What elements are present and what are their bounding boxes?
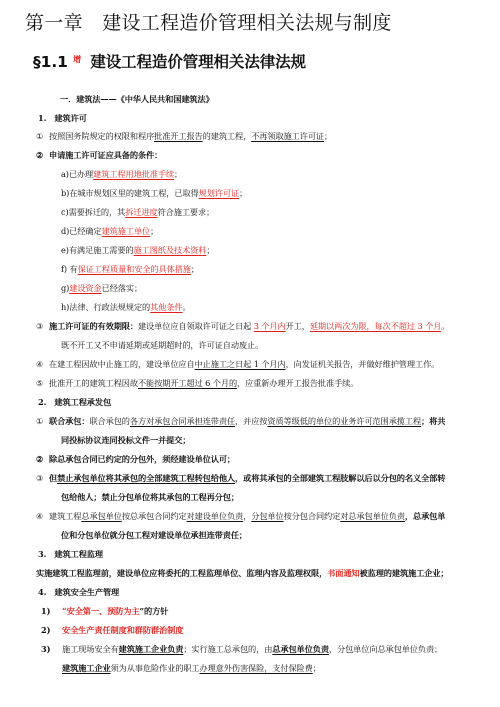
marker: ④ [36,511,44,521]
condition-e: e)有满足施工需要的施工图纸及技术资料； [61,245,215,255]
marker: ① [36,131,44,141]
chapter-title: 第一章 建设工程造价管理相关法规与制度 [25,12,392,34]
marker: 3) [41,644,51,654]
section-badge: 增 [73,55,82,64]
section-title: 建设工程造价管理相关法律法规 [90,53,306,71]
condition-d: d)已经确定建筑施工单位； [61,226,159,236]
safety-3: 3) 施工现场安全有建筑施工企业负责；实行施工总承包的，由总承包单位负责，分包单位向总承包单位负责； [41,644,443,654]
marker: ③ [36,473,44,483]
contract-1-continued: 同投标协议连同投标文件一并提交； [61,435,191,445]
heading-supervision: 3. 建筑工程监理 [38,549,103,559]
condition-f: f) 有保证工程质量和安全的具体措施； [61,264,199,274]
contract-4: ④ 建筑工程总承包单位按总承包合同约定对建设单位负责，分包单位按分包合同约定对总承包单位负责，总承包单 [36,511,446,521]
heading-contracting: 2. 建筑工程承发包 [38,397,112,407]
contract-4-continued: 位和分包单位就分包工程对建设单位承担连带责任； [61,530,248,540]
heading-safety: 4. 建筑安全生产管理 [38,587,120,597]
para-1: ① 按照国务院规定的权限和程序批准开工报告的建筑工程，不再领取施工许可证； [36,131,333,141]
condition-a: a)已办理建筑工程用地批准手续； [61,169,183,179]
section-number: §1.1 [33,53,68,71]
para-2: ② 申请施工许可证应具备的条件： [36,150,163,160]
marker: 2) [41,625,51,635]
safety-2: 2) 安全生产责任制度和群防群治制度 [41,625,184,635]
marker: 1) [41,606,51,616]
safety-1: 1) “安全第一、预防为主”的方针 [41,606,169,616]
para-5: ⑤ 批准开工的建筑工程因故不能按期开工超过 6 个月的，应重新办理开工报告批准手续。 [36,378,359,388]
marker: ③ [36,321,44,331]
contract-3-continued: 包给他人；禁止分包单位将其承包的工程再分包； [61,492,239,502]
condition-g: g)建设资金已经落实； [61,283,143,293]
contract-2: ② 除总承包合同已约定的分包外，须经建设单位认可； [36,454,236,464]
subheading-construction-law: 一．建筑法——《中华人民共和国建筑法》 [60,94,214,104]
contract-3: ③ 但禁止承包单位将其承包的全部建筑工程转包给他人，或将其承包的全部建筑工程肢解以后以分包的名义全部转 [36,473,446,483]
condition-c: c)需要拆迁的，其拆迁进度符合施工要求； [61,207,215,217]
safety-3-continued: 建筑施工企业须为从事危险作业的职工办理意外伤害保险，支付保险费； [62,663,321,673]
condition-b: b)在城市规划区里的建筑工程，已取得规划许可证； [61,188,248,198]
marker: ② [36,150,44,160]
marker: ① [36,416,44,426]
para-4: ④ 在建工程因故中止施工的，建设单位应自中止施工之日起 1 个月内，向发证机关报告，并做好维护管理工作。 [36,359,440,369]
para-3: ③ 施工许可证的有效期限：建设单位应自领取许可证之日起 3 个月内开工，延期以两次为限，每次不超过 3 个月。 [36,321,450,331]
marker: ⑤ [36,378,44,388]
marker: ④ [36,359,44,369]
heading-construction-permit: 1. 建筑许可 [38,113,87,123]
marker: ② [36,454,44,464]
contract-1: ① 联合承包：联合承包的各方对承包合同承担连带责任，并应按资质等级低的单位的业务许可范围承揽工程；将共 [36,416,446,426]
section-heading [33,51,306,73]
para-3-continued: 既不开工又不申请延期或延期超时的，许可证自动废止。 [61,340,264,350]
supervision-text: 实施建筑工程监理前，建设单位应将委托的工程监理单位、监理内容及监理权限，书面通知被监理的建筑施工企业； [36,568,449,578]
condition-h: h)法律、行政法规规定的其他条件。 [61,302,191,312]
